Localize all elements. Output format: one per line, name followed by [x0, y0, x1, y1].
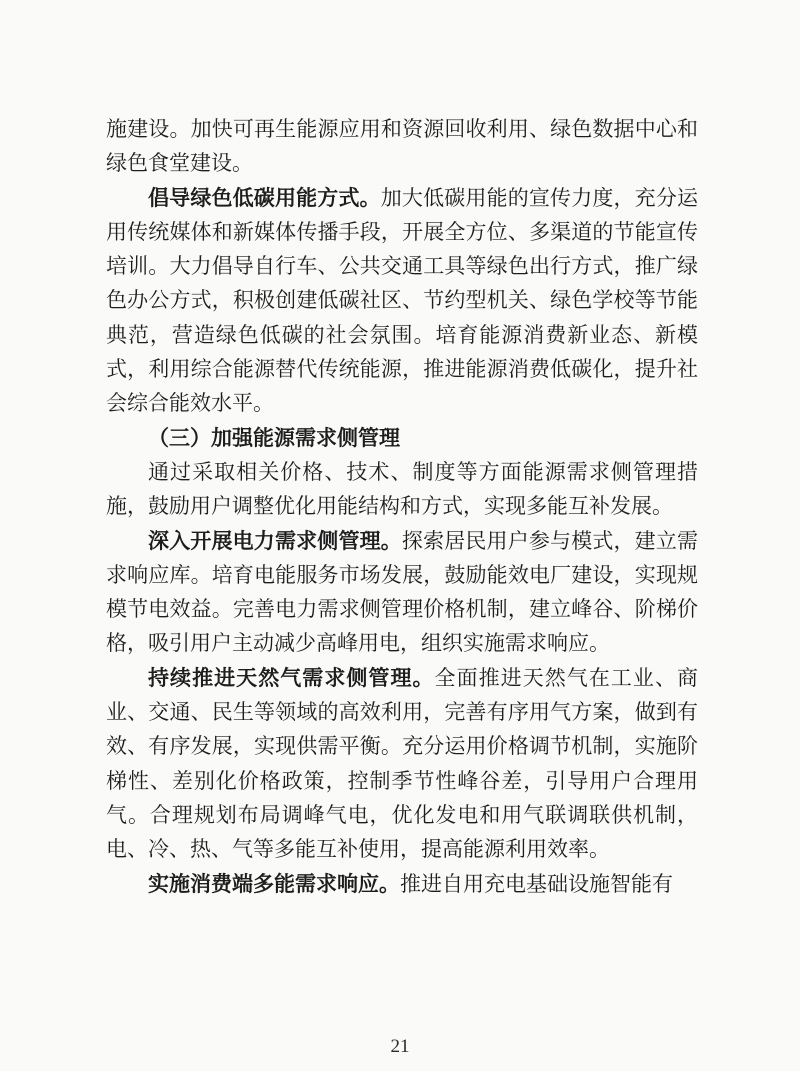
section-heading: （三）加强能源需求侧管理 [148, 424, 400, 450]
paragraph-demand-intro [106, 455, 698, 524]
paragraph-continuation [106, 112, 698, 181]
page-body [106, 112, 698, 901]
paragraph-lead: 倡导绿色低碳用能方式。 [148, 184, 381, 210]
paragraph-text: 加大低碳用能的宣传力度，充分运用传统媒体和新媒体传播手段，开展全方位、多渠道的节能宣传培训。大力倡导自行车、公共交通工具等绿色出行方式，推广绿色办公方式，积极创建低碳社区、节约型机关、绿色学校等节能典范，营造绿色低碳的社会氛围。培育能源消费新业态、新模式，利用综合能源替代传统能源，推进能源消费低碳化，提升社会综合能效水平。 [106, 185, 699, 416]
paragraph-text: 推进自用充电基础设施智能有 [400, 871, 673, 896]
paragraph-lead: 实施消费端多能需求响应。 [148, 870, 400, 896]
paragraph-text: 通过采取相关价格、技术、制度等方面能源需求侧管理措施，鼓励用户调整优化用能结构和方式，实现多能互补发展。 [106, 459, 698, 519]
paragraph-green-energy-use [106, 181, 698, 421]
paragraph-text: 施建设。加快可再生能源应用和资源回收利用、绿色数据中心和绿色食堂建设。 [106, 117, 698, 176]
paragraph-lead: 深入开展电力需求侧管理。 [148, 527, 402, 553]
paragraph-gas-demand [106, 661, 698, 867]
page-number: 21 [390, 1036, 410, 1057]
paragraph-text: 全面推进天然气在工业、商业、交通、民生等领域的高效利用，完善有序用气方案，做到有效、有序发展，实现供需平衡。充分运用价格调节机制，实施阶梯性、差别化价格政策，控制季节性峰谷差，引导用户合理用气。合理规划布局调峰气电，优化发电和用气联调联供机制，电、冷、热、气等多能互补使用，提高能源利用效率。 [106, 665, 699, 862]
paragraph-lead: 持续推进天然气需求侧管理。 [148, 664, 435, 690]
paragraph-power-demand [106, 524, 698, 661]
paragraph-multi-energy-response [106, 867, 698, 901]
paragraph-text: 探索居民用户参与模式，建立需求响应库。培育电能服务市场发展，鼓励能效电厂建设，实现规模节电效益。完善电力需求侧管理价格机制，建立峰谷、阶梯价格，吸引用户主动减少高峰用电，组织实施需求响应。 [106, 528, 699, 656]
